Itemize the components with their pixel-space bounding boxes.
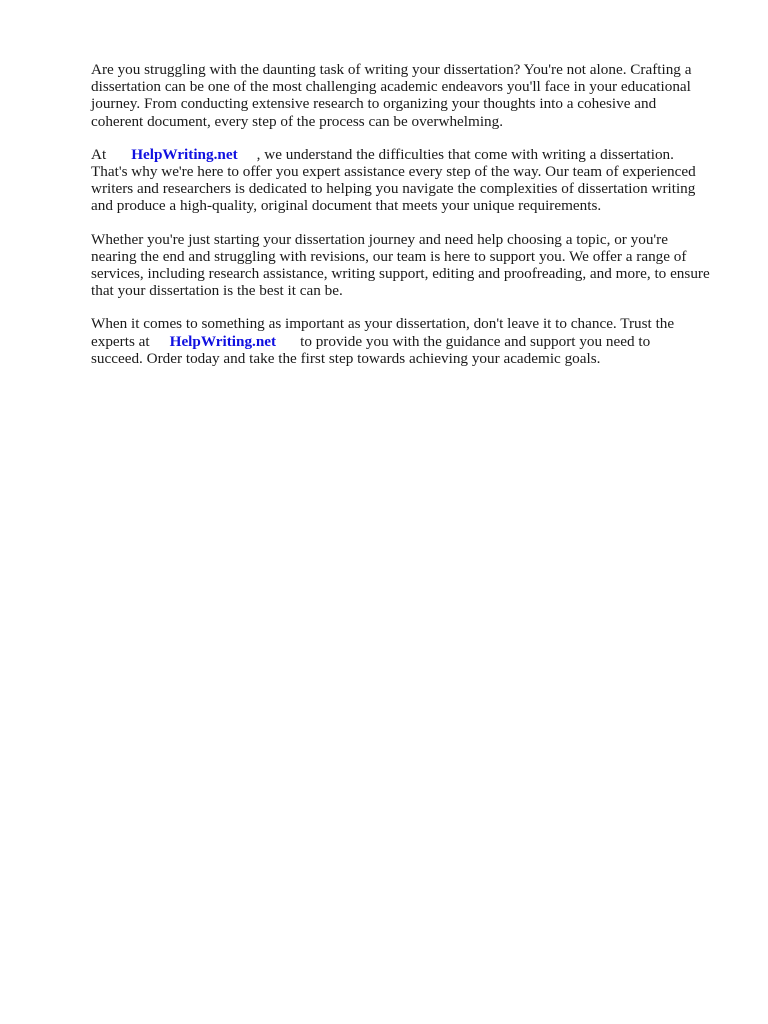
text-line: coherent document, every step of the process can be overwhelming. <box>91 112 504 130</box>
text-line: Whether you're just starting your dissertation journey and need help choosing a topic, or you're <box>91 230 668 248</box>
text-line: That's why we're here to offer you expert assistance every step of the way. Our team of experienced <box>91 163 696 181</box>
text-line <box>91 333 731 350</box>
service-paragraph <box>91 146 731 215</box>
text-line: nearing the end and struggling with revisions, our team is here to support you. We offer a range of <box>91 247 687 265</box>
text-line: and produce a high-quality, original document that meets your unique requirements. <box>91 197 602 215</box>
text-line: services, including research assistance, writing support, editing and proofreading, and more, to ensure <box>91 265 710 283</box>
helpwriting-link[interactable]: HelpWriting.net <box>131 145 238 163</box>
helpwriting-link[interactable]: HelpWriting.net <box>169 332 277 350</box>
text-line: writers and researchers is dedicated to helping you navigate the complexities of dissertation writing <box>91 180 696 198</box>
support-paragraph <box>91 231 731 300</box>
text-line <box>91 146 731 163</box>
line-prefix: At <box>91 145 107 163</box>
text-line: Are you struggling with the daunting task of writing your dissertation? You're not alone. Crafting a <box>91 61 692 78</box>
text-line: When it comes to something as important as your dissertation, don't leave it to chance. Trust the <box>91 315 675 333</box>
line-suffix: to provide you with the guidance and support you need to <box>300 332 651 350</box>
closing-paragraph <box>91 315 731 367</box>
text-line: succeed. Order today and take the first step towards achieving your academic goals. <box>91 349 601 367</box>
text-line: journey. From conducting extensive research to organizing your thoughts into a cohesive and <box>91 95 657 113</box>
line-prefix: experts at <box>91 332 150 350</box>
text-line: that your dissertation is the best it can be. <box>91 282 343 300</box>
line-suffix: , we understand the difficulties that come with writing a dissertation. <box>256 145 674 163</box>
intro-paragraph <box>91 61 731 130</box>
document-page <box>91 61 731 383</box>
text-line: dissertation can be one of the most challenging academic endeavors you'll face in your educational <box>91 78 691 96</box>
